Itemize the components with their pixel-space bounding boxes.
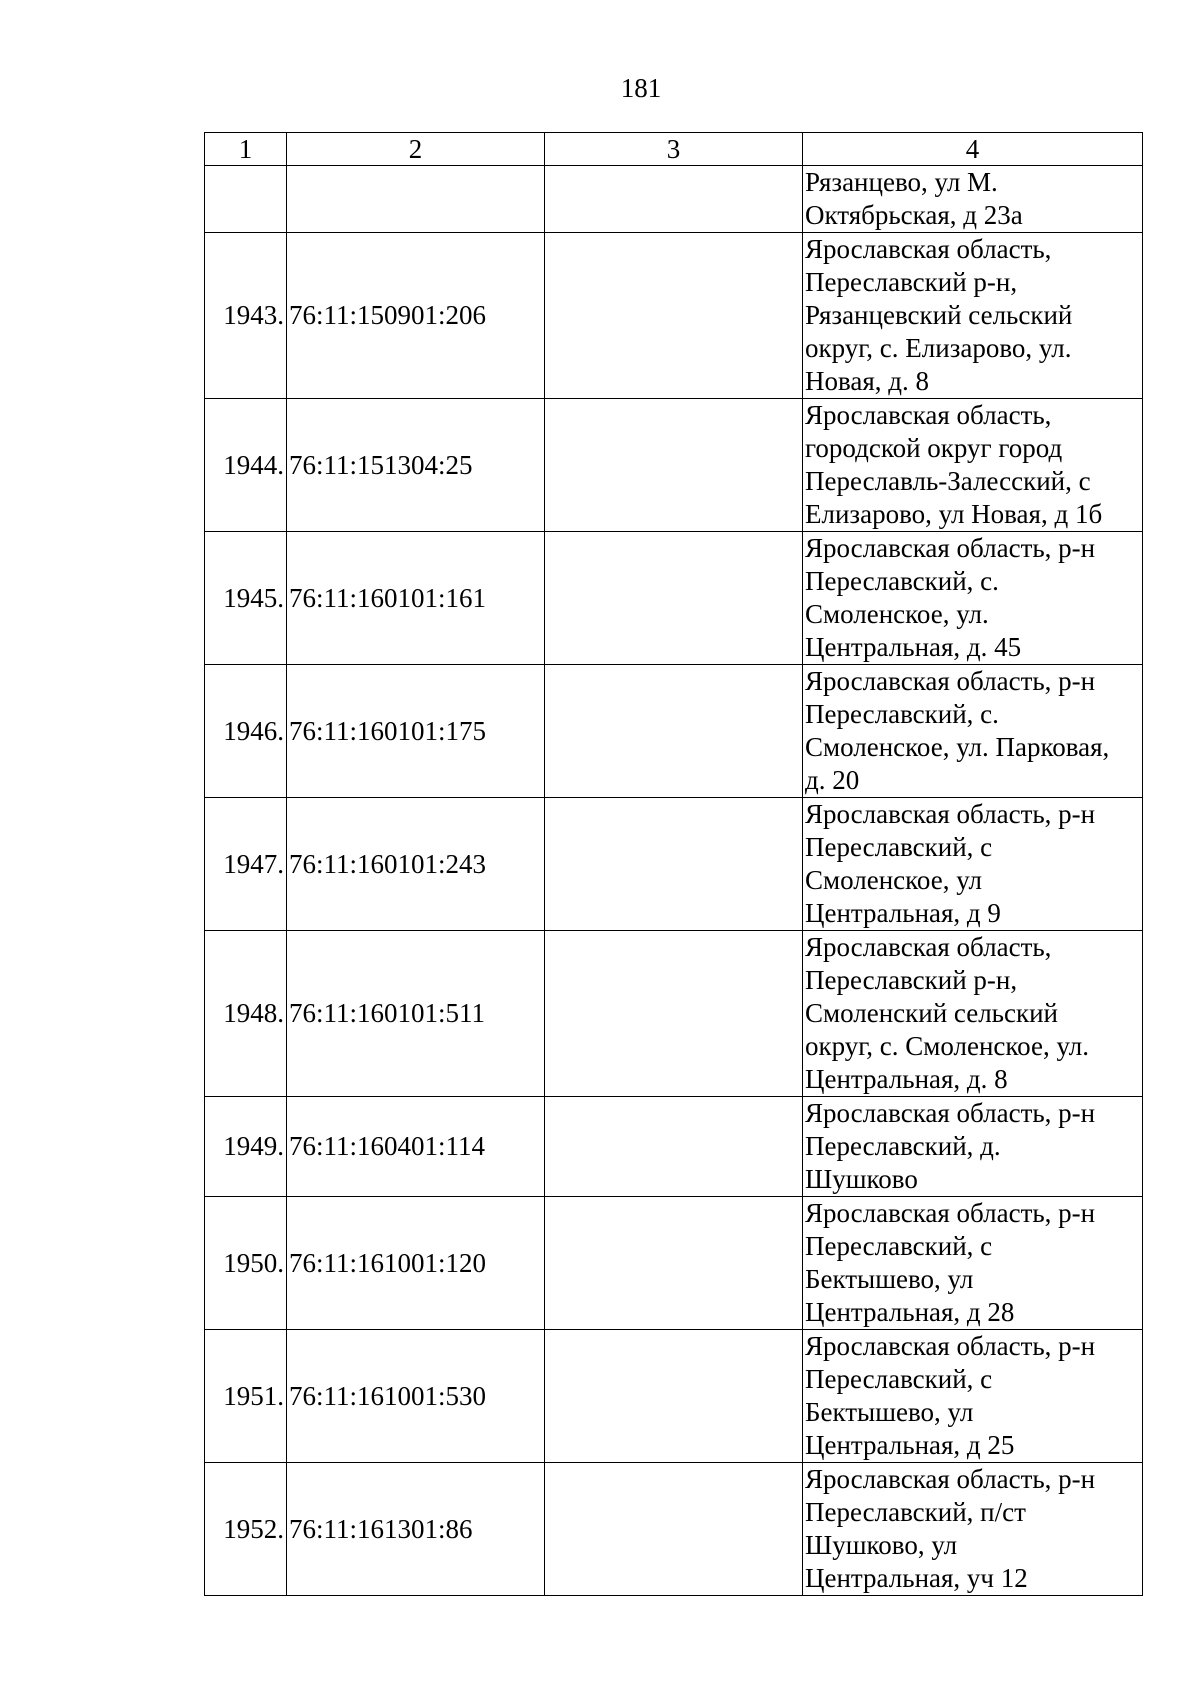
address-line: Смоленский сельский [805, 998, 1058, 1028]
address-line: Центральная, д 28 [805, 1297, 1015, 1327]
address-cell [803, 532, 1143, 665]
address-line: Бектышево, ул [805, 1264, 974, 1294]
table-row [205, 798, 1143, 931]
address-line: Новая, д. 8 [805, 366, 930, 396]
address-line: Ярославская область, р-н [805, 1464, 1096, 1494]
table-row [205, 532, 1143, 665]
address-cell [803, 931, 1143, 1097]
address-line: Переславский р-н, [805, 267, 1018, 297]
address-line: Шушково [805, 1164, 918, 1194]
row-number [205, 166, 287, 233]
cadastral-number: 76:11:160401:114 [287, 1097, 545, 1197]
cadastral-number: 76:11:161001:120 [287, 1197, 545, 1330]
column-3-cell [545, 1330, 803, 1463]
column-3-cell [545, 166, 803, 233]
address-line: Переславский, п/ст [805, 1497, 1026, 1527]
row-number: 1944. [205, 399, 287, 532]
column-3-cell [545, 233, 803, 399]
column-3-cell [545, 1097, 803, 1197]
column-header-3: 3 [545, 133, 803, 166]
address-line: Центральная, д 25 [805, 1430, 1015, 1460]
table-row [205, 931, 1143, 1097]
row-number: 1952. [205, 1463, 287, 1596]
address-line: Переславский р-н, [805, 965, 1018, 995]
address-line: Рязанцевский сельский [805, 300, 1073, 330]
row-number: 1943. [205, 233, 287, 399]
column-3-cell [545, 931, 803, 1097]
page-number: 181 [620, 73, 662, 103]
column-header-1: 1 [205, 133, 287, 166]
address-line: Ярославская область, р-н [805, 799, 1096, 829]
address-line: Ярославская область, [805, 234, 1052, 264]
address-line: городской округ город [805, 433, 1063, 463]
address-line: Переславль-Залесский, с [805, 466, 1091, 496]
address-line: Ярославская область, [805, 932, 1052, 962]
cadastral-number: 76:11:160101:175 [287, 665, 545, 798]
address-line: округ, с. Елизарово, ул. [805, 333, 1072, 363]
table-row [205, 233, 1143, 399]
cadastral-number: 76:11:161001:530 [287, 1330, 545, 1463]
address-cell [803, 233, 1143, 399]
column-header-4: 4 [803, 133, 1143, 166]
table-row [205, 166, 1143, 233]
row-number: 1950. [205, 1197, 287, 1330]
address-line: Шушково, ул [805, 1530, 958, 1560]
address-line: Рязанцево, ул М. [805, 167, 998, 197]
address-line: Смоленское, ул. [805, 599, 989, 629]
column-3-cell [545, 798, 803, 931]
table-row [205, 399, 1143, 532]
address-cell [803, 665, 1143, 798]
column-3-cell [545, 399, 803, 532]
row-number: 1945. [205, 532, 287, 665]
cadastral-number [287, 166, 545, 233]
column-3-cell [545, 532, 803, 665]
address-line: Переславский, с. [805, 566, 999, 596]
table-row [205, 665, 1143, 798]
address-line: д. 20 [805, 765, 860, 795]
table-row [205, 1463, 1143, 1596]
cadastral-number: 76:11:150901:206 [287, 233, 545, 399]
table-row [205, 1330, 1143, 1463]
address-line: Центральная, д. 8 [805, 1064, 1008, 1094]
address-line: Центральная, уч 12 [805, 1563, 1028, 1593]
address-line: округ, с. Смоленское, ул. [805, 1031, 1090, 1061]
row-number: 1951. [205, 1330, 287, 1463]
address-line: Елизарово, ул Новая, д 1б [805, 499, 1103, 529]
column-3-cell [545, 1197, 803, 1330]
row-number: 1948. [205, 931, 287, 1097]
cadastral-number: 76:11:160101:243 [287, 798, 545, 931]
column-3-cell [545, 665, 803, 798]
cadastral-number: 76:11:151304:25 [287, 399, 545, 532]
address-line: Переславский, с [805, 832, 993, 862]
address-cell [803, 1197, 1143, 1330]
address-line: Переславский, с [805, 1231, 993, 1261]
address-cell [803, 798, 1143, 931]
address-line: Ярославская область, р-н [805, 1098, 1096, 1128]
address-line: Ярославская область, р-н [805, 533, 1096, 563]
address-line: Центральная, д 9 [805, 898, 1001, 928]
cadastral-number: 76:11:161301:86 [287, 1463, 545, 1596]
row-number: 1949. [205, 1097, 287, 1197]
address-line: Ярославская область, р-н [805, 666, 1096, 696]
table-header-row [205, 133, 1143, 166]
address-cell [803, 1097, 1143, 1197]
address-line: Переславский, с. [805, 699, 999, 729]
address-cell [803, 166, 1143, 233]
address-line: Переславский, с [805, 1364, 993, 1394]
row-number: 1947. [205, 798, 287, 931]
registry-table [204, 132, 1143, 1596]
address-line: Переславский, д. [805, 1131, 1001, 1161]
table-row [205, 1197, 1143, 1330]
column-header-2: 2 [287, 133, 545, 166]
address-line: Смоленское, ул [805, 865, 982, 895]
address-line: Ярославская область, р-н [805, 1198, 1096, 1228]
address-line: Смоленское, ул. Парковая, [805, 732, 1110, 762]
table-row [205, 1097, 1143, 1197]
address-line: Ярославская область, р-н [805, 1331, 1096, 1361]
address-cell [803, 1330, 1143, 1463]
address-line: Ярославская область, [805, 400, 1052, 430]
address-line: Центральная, д. 45 [805, 632, 1022, 662]
column-3-cell [545, 1463, 803, 1596]
address-cell [803, 1463, 1143, 1596]
address-line: Бектышево, ул [805, 1397, 974, 1427]
address-line: Октябрьская, д 23а [805, 200, 1023, 230]
cadastral-number: 76:11:160101:161 [287, 532, 545, 665]
row-number: 1946. [205, 665, 287, 798]
cadastral-number: 76:11:160101:511 [287, 931, 545, 1097]
address-cell [803, 399, 1143, 532]
